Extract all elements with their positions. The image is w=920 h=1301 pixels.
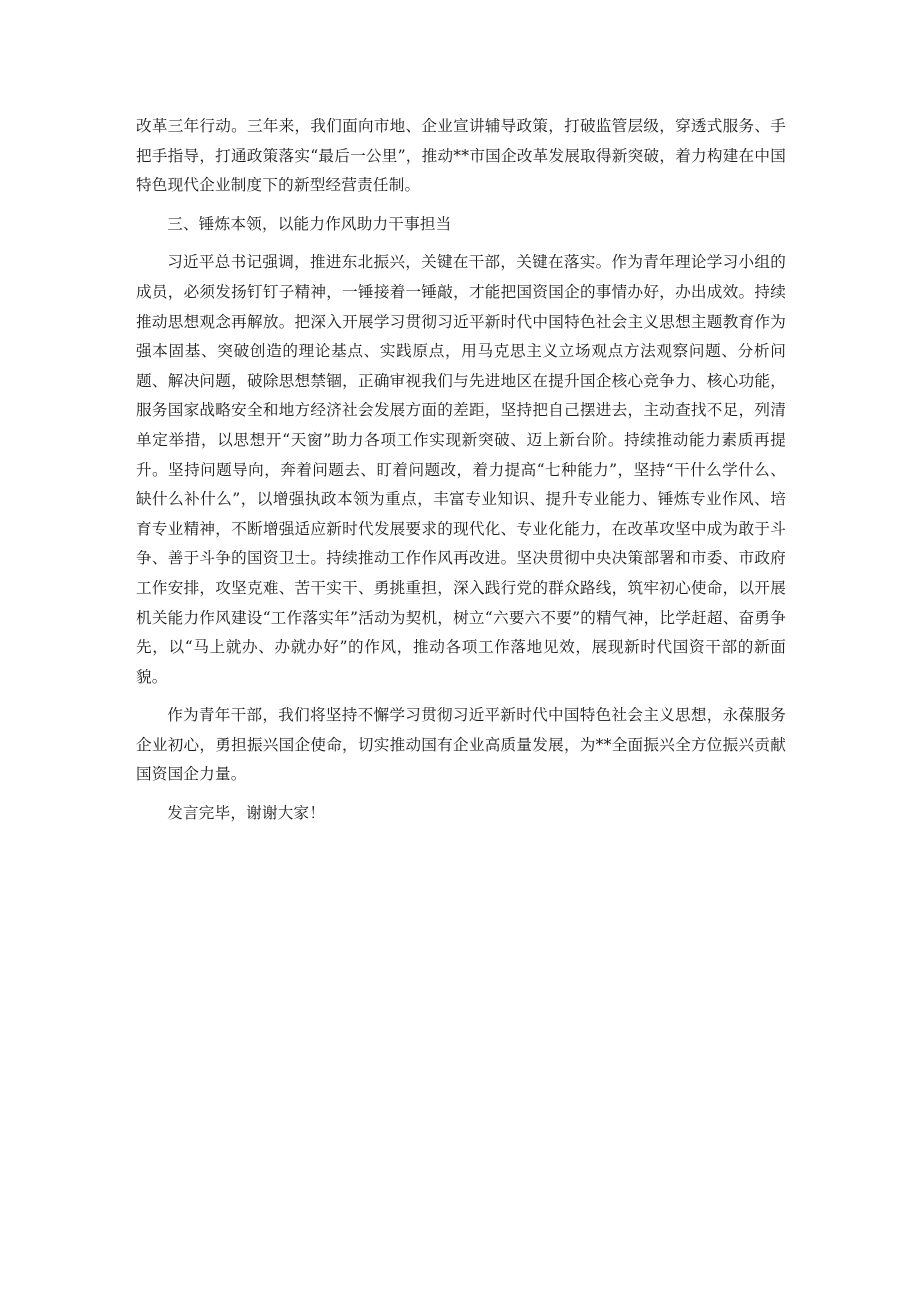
paragraph-ability-style: 习近平总书记强调，推进东北振兴，关键在干部，关键在落实。作为青年理论学习小组的成员，必须发扬钉钉子精神，一锤接着一锤敲，才能把国资国企的事情办好，办出成效。持续推动思想观念再解放。把深入开展学习贯彻习近平新时代中国特色社会主义思想主题教育作为强本固基、突破创造的理论基点、实践原点，用马克思主义立场观点方法观察问题、分析问题、解决问题，破除思想禁锢，正确审视我们与先进地区在提升国企核心竞争力、核心功能，服务国家战略安全和地方经济社会发展方面的差距，坚持把自己摆进去，主动查找不足，列清单定举措，以思想开“天窗”助力各项工作实现新突破、迈上新台阶。持续推动能力素质再提升。坚持问题导向，奔着问题去、盯着问题改，着力提高“七种能力”，坚持“干什么学什么、缺什么补什么”，以增强执政本领为重点，丰富专业知识、提升专业能力、锤炼专业作风、培育专业精神，不断增强适应新时代发展要求的现代化、专业化能力，在改革攻坚中成为敢于斗争、善于斗争的国资卫士。持续推动工作作风再改进。坚决贯彻中央决策部署和市委、市政府工作安排，攻坚克难、苦干实干、勇挑重担，深入践行党的群众路线，筑牢初心使命，以开展机关能力作风建设“工作落实年”活动为契机，树立“六要六不要”的精气神，比学赶超、奋勇争先，以“马上就办、办就办好”的作风，推动各项工作落地见效，展现新时代国资干部的新面貌。 (136, 253, 786, 686)
paragraph-youth-cadres: 作为青年干部，我们将坚持不懈学习贯彻习近平新时代中国特色社会主义思想，永葆服务企业初心，勇担振兴国企使命，切实推动国有企业高质量发展，为**全面振兴全方位振兴贡献国资国企力量。 (136, 706, 786, 784)
section-heading-three: 三、锤炼本领，以能力作风助力干事担当 (167, 214, 452, 233)
paragraph-reform-continuation: 改革三年行动。三年来，我们面向市地、企业宣讲辅导政策，打破监管层级，穿透式服务、手把手指导，打通政策落实“最后一公里”，推动**市国企改革发展取得新突破，着力构建在中国特色现代企业制度下的新型经营责任制。 (136, 117, 786, 195)
document-body (136, 112, 786, 838)
paragraph-closing: 发言完毕，谢谢大家！ (167, 804, 326, 823)
